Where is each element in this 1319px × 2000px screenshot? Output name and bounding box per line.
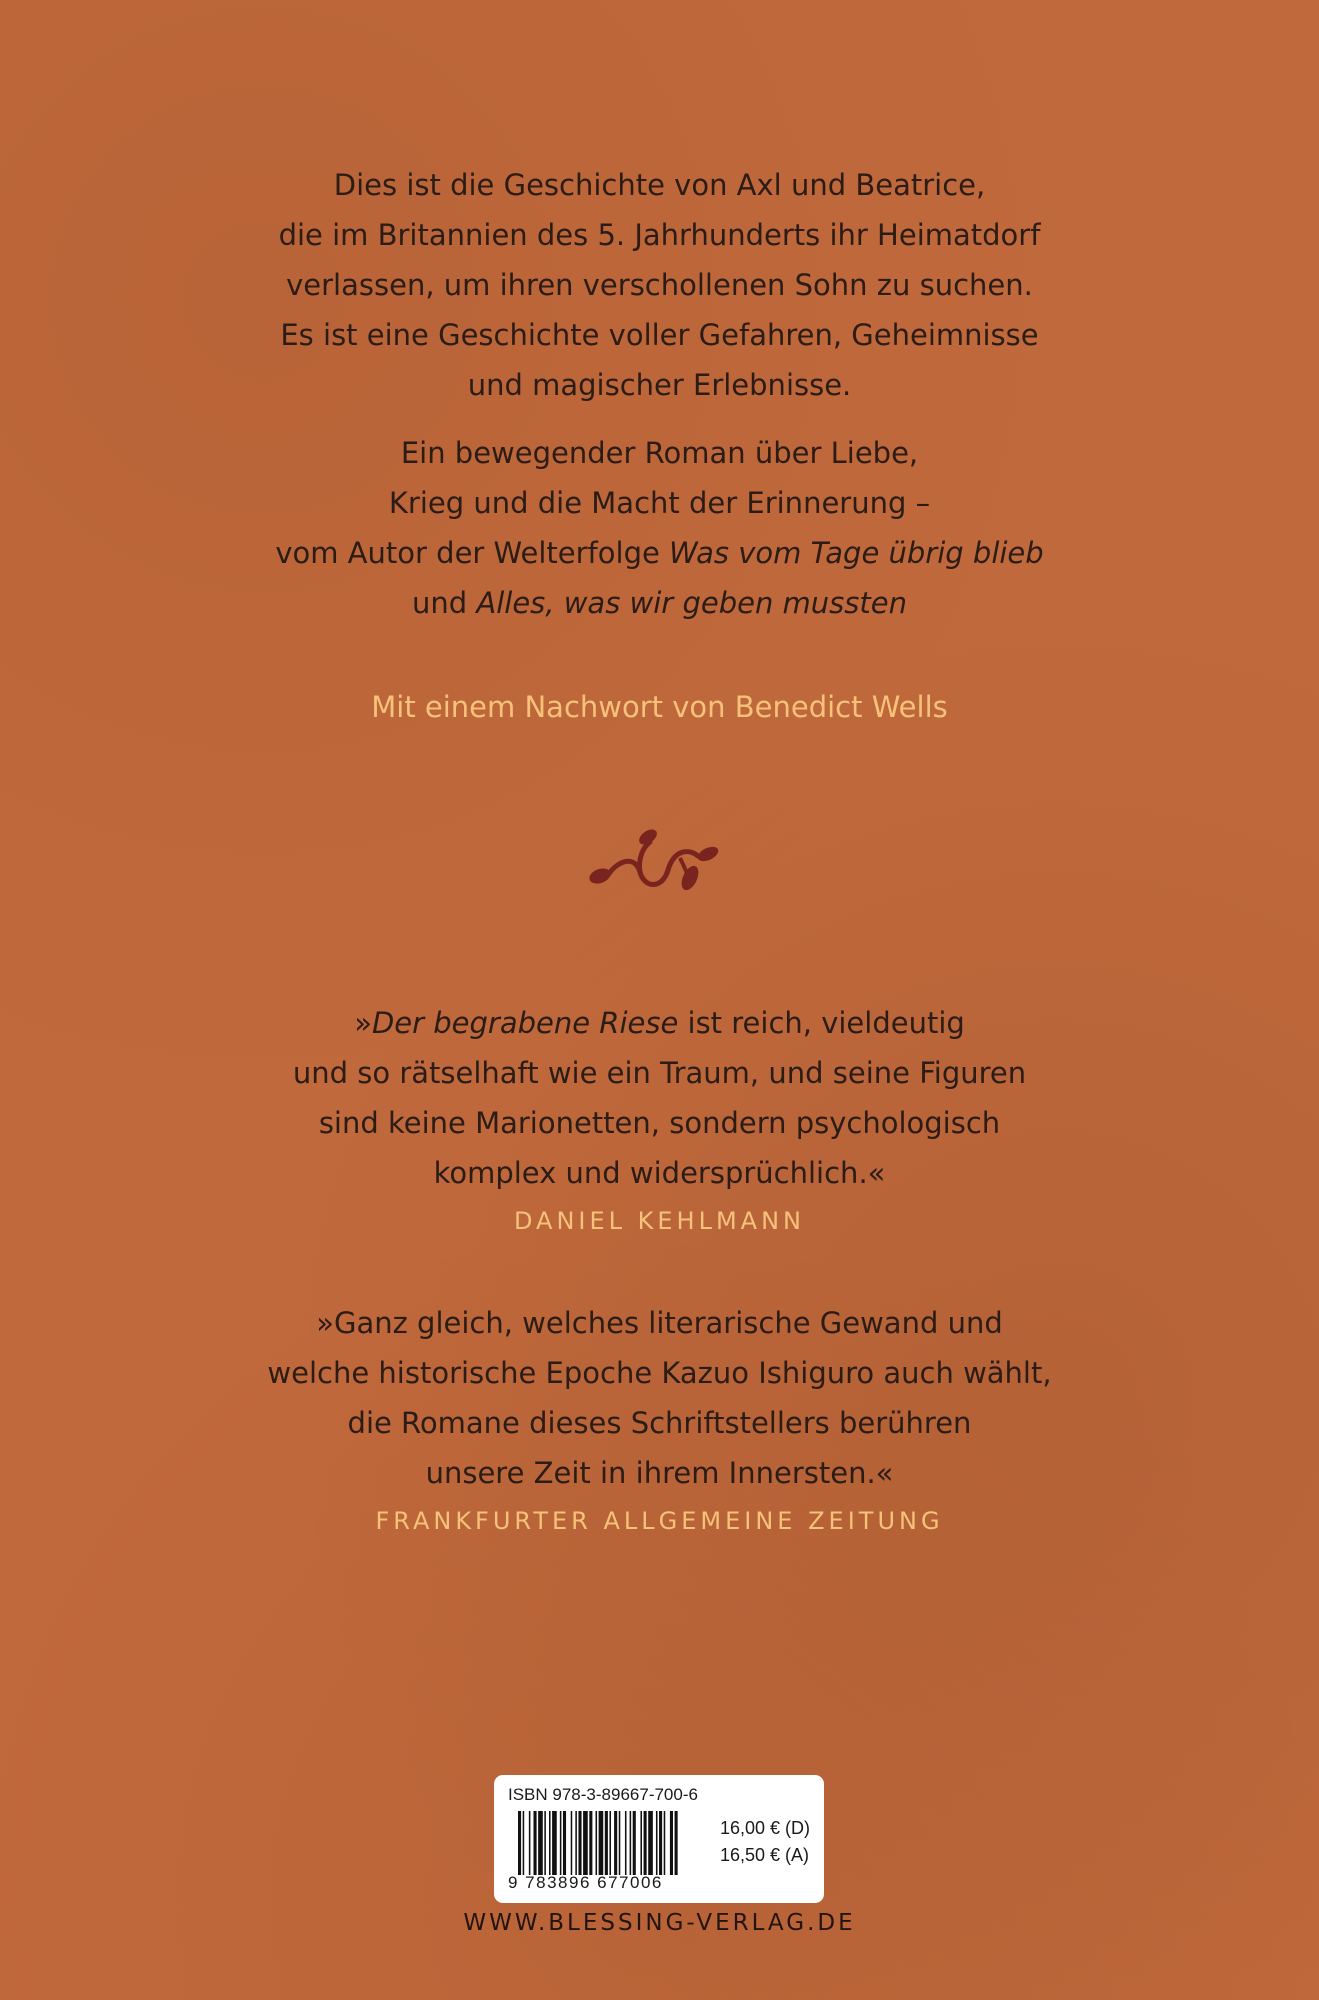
quote-text: ist reich, vieldeutig xyxy=(678,1006,965,1040)
quote-source: FRANKFURTER ALLGEMEINE ZEITUNG xyxy=(375,1507,944,1535)
barcode-bar xyxy=(675,1811,678,1875)
barcode-bar xyxy=(571,1811,573,1875)
barcode-bar xyxy=(544,1811,546,1875)
price-germany: 16,00 € (D) xyxy=(720,1818,811,1838)
quote-line: unsere Zeit in ihrem Innersten.« xyxy=(425,1456,894,1490)
quote-line: die Romane dieses Schriftstellers berühren xyxy=(347,1406,972,1440)
quote-line: komplex und widersprüchlich.« xyxy=(433,1156,886,1190)
ean-digits: 9 783896 677006 xyxy=(508,1873,663,1892)
barcode-bar xyxy=(529,1811,531,1875)
blurb-line: Ein bewegender Roman über Liebe, xyxy=(400,436,919,470)
barcode-bar xyxy=(619,1811,621,1875)
review-quote-kehlmann xyxy=(0,998,1319,1198)
barcode-bar xyxy=(599,1811,604,1875)
quote-line: sind keine Marionetten, sondern psychologisch xyxy=(318,1106,1001,1140)
barcode-bar xyxy=(659,1811,662,1875)
barcode-bar xyxy=(605,1811,608,1875)
blurb-line: Krieg und die Macht der Erinnerung – xyxy=(388,486,931,520)
blurb-line: Dies ist die Geschichte von Axl und Beatrice, xyxy=(333,168,986,202)
barcode-bar xyxy=(596,1811,598,1875)
price-list xyxy=(720,1815,810,1869)
barcode-bar xyxy=(625,1811,627,1875)
book-title-remains-of-the-day: Was vom Tage übrig blieb xyxy=(669,536,1044,570)
vine-ornament-icon xyxy=(580,820,740,900)
barcode-bar xyxy=(614,1811,617,1875)
publisher-website: WWW.BLESSING-VERLAG.DE xyxy=(463,1910,856,1936)
barcode-bar xyxy=(644,1811,647,1875)
barcode-bar xyxy=(534,1811,537,1875)
quote-line: »Ganz gleich, welches literarische Gewand und xyxy=(316,1306,1003,1340)
quote-author: DANIEL KEHLMANN xyxy=(513,1207,806,1235)
barcode-bar xyxy=(560,1811,562,1875)
barcode-bar xyxy=(518,1811,521,1875)
barcode-bar xyxy=(670,1811,673,1875)
barcode-bar xyxy=(552,1811,557,1875)
barcode-icon xyxy=(518,1811,718,1875)
barcode-bar xyxy=(575,1811,577,1875)
quote-line xyxy=(0,998,1319,1048)
afterword-note: Mit einem Nachwort von Benedict Wells xyxy=(371,690,948,724)
blurb-line xyxy=(0,528,1319,578)
blurb-line: verlassen, um ihren verschollenen Sohn zu suchen. xyxy=(286,268,1033,302)
barcode-bar xyxy=(633,1811,636,1875)
barcode-bar xyxy=(563,1811,566,1875)
barcode-bar xyxy=(583,1811,588,1875)
quoted-book-title: Der begrabene Riese xyxy=(371,1006,679,1040)
isbn-number: ISBN 978-3-89667-700-6 xyxy=(508,1785,698,1804)
barcode-bar xyxy=(640,1811,642,1875)
barcode-label xyxy=(494,1775,824,1903)
blurb-line: Es ist eine Geschichte voller Gefahren, Geheimnisse xyxy=(280,318,1039,352)
quote-line: welche historische Epoche Kazuo Ishiguro auch wählt, xyxy=(267,1356,1052,1390)
blurb-line: die im Britannien des 5. Jahrhunderts ihr Heimatdorf xyxy=(278,218,1041,252)
quote-open-mark: » xyxy=(354,1006,372,1040)
barcode-bar xyxy=(538,1811,543,1875)
blurb-paragraph-2 xyxy=(0,428,1319,628)
barcode-bar xyxy=(549,1811,551,1875)
blurb-line xyxy=(0,578,1319,628)
barcode-bar xyxy=(589,1811,592,1875)
blurb-line: und magischer Erlebnisse. xyxy=(467,368,852,402)
barcode-bar xyxy=(630,1811,632,1875)
book-title-never-let-me-go: Alles, was wir geben mussten xyxy=(476,586,907,620)
blurb-text: und xyxy=(411,586,477,620)
review-quote-faz xyxy=(0,1298,1319,1498)
barcode-bar xyxy=(664,1811,666,1875)
quote-line: und so rätselhaft wie ein Traum, und seine Figuren xyxy=(292,1056,1027,1090)
blurb-paragraph-1 xyxy=(0,160,1319,410)
barcode-bar xyxy=(523,1811,525,1875)
price-austria: 16,50 € (A) xyxy=(720,1845,810,1865)
barcode-bar xyxy=(648,1811,653,1875)
barcode-bar xyxy=(609,1811,611,1875)
barcode-bar xyxy=(578,1811,581,1875)
blurb-text: vom Autor der Welterfolge xyxy=(275,536,670,570)
barcode-bar xyxy=(656,1811,658,1875)
